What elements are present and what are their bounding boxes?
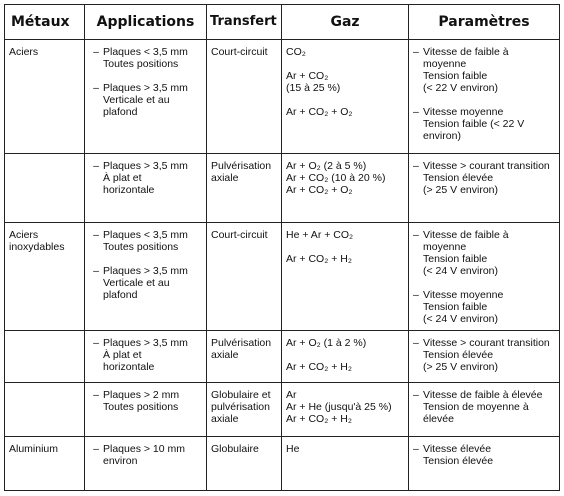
header-row: [5, 5, 560, 40]
cell-transfert: [207, 330, 282, 382]
parameter-text: Vitesse moyenne Tension faible (< 22 V environ): [423, 106, 525, 142]
gas-mixture: Ar + CO₂ (10 à 20 %): [286, 172, 386, 184]
application-text: Plaques > 10 mm environ: [103, 443, 186, 468]
cell-gaz: [282, 383, 409, 437]
parameter-text: Vitesse > courant transition Tension élevée (> 25 V environ): [423, 160, 550, 196]
gas-mixture: He: [286, 443, 300, 456]
header-applications: Applications: [85, 5, 207, 40]
cell-transfert: [207, 222, 282, 330]
gas-mixture: CO₂: [286, 46, 306, 58]
gas-mixture: Ar + CO₂ + O₂: [286, 106, 353, 118]
application-text: Plaques > 3,5 mm Verticale et au plafond: [103, 82, 188, 118]
gas-mixture: Ar: [286, 389, 297, 401]
application-item: – Plaques > 3,5 mm À plat et horizontale: [93, 336, 188, 373]
parameter-item: – Vitesse élevée Tension élevée: [413, 443, 494, 468]
application-item: – Plaques > 3,5 mm Verticale et au plafond: [93, 82, 188, 118]
cell-parametres: [409, 383, 560, 437]
gas-mixture: Ar + CO₂ + H₂: [286, 360, 352, 373]
table-row: [5, 330, 560, 382]
cell-parametres: [409, 154, 560, 223]
cell-applications: [85, 154, 207, 223]
metal-label: Aluminium: [9, 443, 59, 456]
cell-applications: [85, 437, 207, 491]
transfer-mode: Globulaire: [211, 443, 259, 456]
welding-parameters-table: [4, 4, 560, 491]
cell-parametres: [409, 222, 560, 330]
cell-gaz: [282, 437, 409, 491]
gas-mixture: Ar + O₂ (2 à 5 %): [286, 160, 367, 172]
application-item: – Plaques > 10 mm environ: [93, 443, 186, 468]
gas-mixture: Ar + CO₂ (15 à 25 %): [286, 70, 341, 94]
parameter-item: – Vitesse de faible à moyenne Tension faible (< 24 V environ): [413, 228, 509, 277]
cell-metal: [5, 437, 85, 491]
table-row: [5, 437, 560, 491]
cell-metal: [5, 222, 85, 330]
cell-applications: [85, 40, 207, 154]
cell-parametres: [409, 437, 560, 491]
table-row: [5, 383, 560, 437]
cell-gaz: [282, 154, 409, 223]
transfer-mode: Pulvérisation axiale: [211, 336, 272, 361]
application-text: Plaques > 2 mm Toutes positions: [103, 389, 180, 413]
cell-transfert: [207, 437, 282, 491]
parameter-item: – Vitesse de faible à élevée Tension de moyenne à élevée: [413, 389, 543, 425]
cell-parametres: [409, 40, 560, 154]
application-text: Plaques > 3,5 mm À plat et horizontale: [103, 160, 188, 196]
header-transfert: Transfert: [207, 5, 282, 40]
table-row: [5, 154, 560, 223]
application-item: – Plaques < 3,5 mm Toutes positions: [93, 46, 188, 70]
cell-gaz: [282, 40, 409, 154]
parameter-text: Vitesse de faible à élevée Tension de moyenne à élevée: [423, 389, 543, 425]
application-item: – Plaques > 2 mm Toutes positions: [93, 389, 180, 413]
header-gaz: Gaz: [282, 5, 409, 40]
application-text: Plaques > 3,5 mm À plat et horizontale: [103, 336, 188, 373]
gas-mixture: Ar + He (jusqu'à 25 %): [286, 401, 392, 413]
parameter-text: Vitesse de faible à moyenne Tension faible (< 24 V environ): [423, 228, 509, 277]
parameter-text: Vitesse moyenne Tension faible (< 24 V environ): [423, 288, 504, 325]
cell-transfert: [207, 154, 282, 223]
parameter-text: Vitesse > courant transition Tension élevée (> 25 V environ): [423, 336, 550, 373]
cell-gaz: [282, 222, 409, 330]
cell-applications: [85, 383, 207, 437]
cell-metal: [5, 383, 85, 437]
cell-metal: [5, 154, 85, 223]
cell-applications: [85, 222, 207, 330]
header-metaux: Métaux: [5, 5, 85, 40]
parameter-item: – Vitesse > courant transition Tension élevée (> 25 V environ): [413, 160, 550, 196]
cell-applications: [85, 330, 207, 382]
application-text: Plaques < 3,5 mm Toutes positions: [103, 228, 188, 253]
application-item: – Plaques > 3,5 mm À plat et horizontale: [93, 160, 188, 196]
transfer-mode: Globulaire et pulvérisation axiale: [211, 389, 271, 425]
parameter-item: – Vitesse moyenne Tension faible (< 24 V environ): [413, 288, 504, 325]
table-row: [5, 222, 560, 330]
parameter-text: Vitesse de faible à moyenne Tension faible (< 22 V environ): [423, 46, 509, 94]
transfer-mode: Court-circuit: [211, 228, 268, 241]
metal-label: Aciers inoxydables: [9, 228, 65, 253]
parameter-item: – Vitesse moyenne Tension faible (< 22 V environ): [413, 106, 525, 142]
gas-mixture: Ar + CO₂ + H₂: [286, 413, 352, 425]
cell-transfert: [207, 383, 282, 437]
cell-metal: [5, 330, 85, 382]
cell-transfert: [207, 40, 282, 154]
cell-metal: [5, 40, 85, 154]
cell-parametres: [409, 330, 560, 382]
header-parametres: Paramètres: [409, 5, 560, 40]
transfer-mode: Pulvérisation axiale: [211, 160, 272, 184]
gas-mixture: He + Ar + CO₂: [286, 228, 354, 241]
cell-gaz: [282, 330, 409, 382]
parameter-item: – Vitesse de faible à moyenne Tension faible (< 22 V environ): [413, 46, 509, 94]
gas-mixture: Ar + CO₂ + O₂: [286, 184, 353, 196]
transfer-mode: Court-circuit: [211, 46, 268, 58]
table-row: [5, 40, 560, 154]
parameter-text: Vitesse élevée Tension élevée: [423, 443, 494, 468]
parameter-item: – Vitesse > courant transition Tension élevée (> 25 V environ): [413, 336, 550, 373]
application-item: – Plaques > 3,5 mm Verticale et au plafond: [93, 264, 188, 301]
gas-mixture: Ar + O₂ (1 à 2 %): [286, 336, 367, 349]
application-text: Plaques < 3,5 mm Toutes positions: [103, 46, 188, 70]
metal-label: Aciers: [9, 46, 39, 58]
application-text: Plaques > 3,5 mm Verticale et au plafond: [103, 264, 188, 301]
application-item: – Plaques < 3,5 mm Toutes positions: [93, 228, 188, 253]
gas-mixture: Ar + CO₂ + H₂: [286, 252, 352, 265]
